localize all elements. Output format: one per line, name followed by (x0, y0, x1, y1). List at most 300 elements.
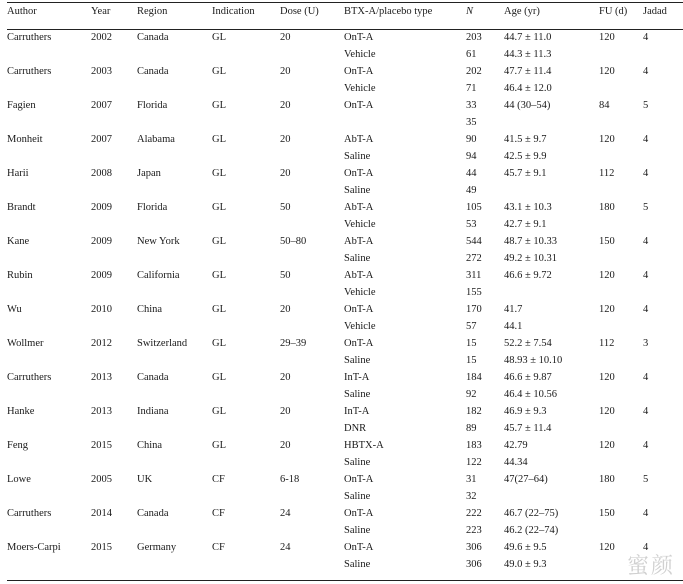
table-cell (504, 488, 599, 505)
table-cell (137, 250, 212, 267)
table-cell: Carruthers (7, 66, 52, 77)
table-cell (91, 352, 137, 369)
table-cell (91, 556, 137, 573)
table-cell (137, 454, 212, 471)
table-cell: Florida (137, 202, 168, 213)
table-cell (212, 216, 280, 233)
table-cell: 20 (280, 304, 291, 315)
table-cell: 41.5 ± 9.7 (504, 134, 547, 145)
table-cell: 49.6 ± 9.5 (504, 542, 547, 553)
table-cell: 46.2 (22–74) (504, 525, 559, 536)
table-cell: 120 (599, 372, 615, 383)
table-cell: 311 (466, 270, 482, 281)
table-cell: 44.7 ± 11.0 (504, 32, 552, 43)
table-cell (7, 454, 91, 471)
table-cell: Wollmer (7, 338, 44, 349)
table-cell: 2002 (91, 32, 112, 43)
table-cell: 84 (599, 100, 610, 111)
table-cell: 2012 (91, 338, 112, 349)
table-cell: 203 (466, 32, 482, 43)
table-cell (643, 46, 683, 63)
table-cell: Rubin (7, 270, 33, 281)
watermark-logo: 蜜颜 (626, 554, 675, 579)
table-cell: Switzerland (137, 338, 188, 349)
table-cell (599, 522, 643, 539)
table-cell (212, 46, 280, 63)
table-cell: GL (212, 32, 226, 43)
table-cell: 20 (280, 100, 291, 111)
table-cell: 150 (599, 236, 615, 247)
table-cell (137, 80, 212, 97)
table-cell: Canada (137, 66, 169, 77)
table-cell: 180 (599, 202, 615, 213)
table-cell: 71 (466, 83, 477, 94)
table-cell: 2008 (91, 168, 112, 179)
table-cell (91, 318, 137, 335)
table-cell: Hanke (7, 406, 35, 417)
table-cell: 120 (599, 134, 615, 145)
table-row (7, 437, 683, 454)
table-cell (7, 352, 91, 369)
table-cell: 24 (280, 542, 291, 553)
table-cell: 46.4 ± 10.56 (504, 389, 558, 400)
table-row (7, 488, 683, 505)
table-cell: OnT-A (344, 304, 374, 315)
table-cell: 223 (466, 525, 482, 536)
table-cell: 44.1 (504, 321, 523, 332)
table-cell: 41.7 (504, 304, 523, 315)
table-row (7, 114, 683, 131)
table-cell (599, 216, 643, 233)
table-row (7, 403, 683, 420)
table-cell (137, 488, 212, 505)
table-cell (137, 386, 212, 403)
table-cell: 42.7 ± 9.1 (504, 219, 547, 230)
table-cell: Carruthers (7, 32, 52, 43)
table-cell: 42.5 ± 9.9 (504, 151, 547, 162)
table-cell (504, 182, 599, 199)
table-cell: 4 (643, 372, 649, 383)
table-cell: Moers-Carpi (7, 542, 61, 553)
table-cell: Saline (344, 185, 371, 196)
table-cell: 53 (466, 219, 477, 230)
table-cell (643, 250, 683, 267)
table-cell (91, 114, 137, 131)
table-cell: InT-A (344, 406, 370, 417)
table-cell: Vehicle (344, 219, 376, 230)
table-cell (643, 454, 683, 471)
table-cell: 5 (643, 100, 649, 111)
table-cell (137, 352, 212, 369)
table-cell: 2007 (91, 134, 112, 145)
table-cell: 44.3 ± 11.3 (504, 49, 552, 60)
table-cell: 4 (643, 168, 649, 179)
table-cell: 202 (466, 66, 482, 77)
table-cell (643, 522, 683, 539)
table-cell (280, 318, 344, 335)
table-cell: HBTX-A (344, 440, 384, 451)
table-cell: 120 (599, 406, 615, 417)
header-row (7, 6, 683, 29)
table-cell: 50 (280, 202, 291, 213)
table-cell (91, 250, 137, 267)
table-cell: 15 (466, 338, 477, 349)
header-cell: FU (d) (599, 6, 628, 17)
table-row (7, 522, 683, 539)
table-cell (212, 80, 280, 97)
table-cell (643, 284, 683, 301)
table-cell (280, 250, 344, 267)
table-cell: 150 (599, 508, 615, 519)
table-cell: 120 (599, 32, 615, 43)
table-cell: 4 (643, 406, 649, 417)
table-cell (280, 556, 344, 573)
table-cell: 31 (466, 474, 477, 485)
table-cell: 94 (466, 151, 477, 162)
table-cell: 272 (466, 253, 482, 264)
table-row (7, 471, 683, 488)
table-cell (599, 46, 643, 63)
table-cell: Saline (344, 253, 371, 264)
table-cell: Saline (344, 559, 371, 570)
table-cell: Florida (137, 100, 168, 111)
table-row (7, 233, 683, 250)
table-cell (280, 284, 344, 301)
table-cell: GL (212, 202, 226, 213)
table-row (7, 250, 683, 267)
table-cell: Vehicle (344, 49, 376, 60)
table-cell (7, 556, 91, 573)
table-cell (599, 148, 643, 165)
table-cell: 306 (466, 542, 482, 553)
table-cell: InT-A (344, 372, 370, 383)
table-cell: CF (212, 508, 225, 519)
table-row (7, 284, 683, 301)
table-cell: Canada (137, 372, 169, 383)
table-cell (504, 114, 599, 131)
table-row (7, 29, 683, 46)
table-cell: China (137, 440, 163, 451)
top-rule (7, 2, 683, 3)
table-cell: 4 (643, 270, 649, 281)
table-row (7, 335, 683, 352)
table-cell: Fagien (7, 100, 36, 111)
table-cell: AbT-A (344, 134, 374, 145)
table-cell (280, 216, 344, 233)
table-cell (91, 148, 137, 165)
table-cell: Canada (137, 32, 169, 43)
table-cell: GL (212, 406, 226, 417)
table-cell: 46.4 ± 12.0 (504, 83, 552, 94)
table-row (7, 267, 683, 284)
table-row (7, 369, 683, 386)
table-cell: 45.7 ± 11.4 (504, 423, 552, 434)
table-row (7, 301, 683, 318)
table-row (7, 63, 683, 80)
table-cell: GL (212, 440, 226, 451)
table-cell: OnT-A (344, 100, 374, 111)
table-cell: 5 (643, 474, 649, 485)
table-cell: 52.2 ± 7.54 (504, 338, 552, 349)
table-cell: Feng (7, 440, 28, 451)
table-cell: GL (212, 168, 226, 179)
table-cell: 4 (643, 66, 649, 77)
table-cell (643, 352, 683, 369)
table-cell (7, 148, 91, 165)
table-cell: 544 (466, 236, 482, 247)
table-cell (599, 114, 643, 131)
table-cell: GL (212, 100, 226, 111)
table-cell: 15 (466, 355, 477, 366)
table-cell: 29–39 (280, 338, 307, 349)
table-cell: 2005 (91, 474, 112, 485)
table-cell: Saline (344, 457, 371, 468)
table-cell (137, 420, 212, 437)
table-cell: Japan (137, 168, 161, 179)
table-cell: 43.1 ± 10.3 (504, 202, 552, 213)
table-cell: 42.79 (504, 440, 528, 451)
table-cell: GL (212, 372, 226, 383)
table-row (7, 386, 683, 403)
header-cell: Age (yr) (504, 6, 540, 17)
table-cell: Carruthers (7, 372, 52, 383)
table-cell: 4 (643, 440, 649, 451)
table-cell (212, 522, 280, 539)
table-cell (280, 46, 344, 63)
table-cell: Alabama (137, 134, 175, 145)
table-cell: 44 (30–54) (504, 100, 551, 111)
table-row (7, 556, 683, 573)
table-cell: GL (212, 236, 226, 247)
table-cell: 112 (599, 338, 615, 349)
table-cell: UK (137, 474, 153, 485)
table-cell (280, 420, 344, 437)
table-cell (7, 284, 91, 301)
header-cell: Dose (U) (280, 6, 319, 17)
table-cell (91, 216, 137, 233)
table-cell (599, 318, 643, 335)
table-cell: 2013 (91, 406, 112, 417)
table-cell: Kane (7, 236, 30, 247)
table-cell (643, 216, 683, 233)
table-cell (212, 488, 280, 505)
table-cell (137, 148, 212, 165)
table-cell: 2015 (91, 542, 112, 553)
table-cell: 33 (466, 100, 477, 111)
table-cell (643, 80, 683, 97)
table-cell: Saline (344, 151, 371, 162)
table-cell (280, 488, 344, 505)
table-cell (599, 250, 643, 267)
table-cell (137, 182, 212, 199)
table-body (7, 29, 683, 573)
table-cell: 6-18 (280, 474, 300, 485)
table-cell: 170 (466, 304, 482, 315)
table-cell: 2014 (91, 508, 112, 519)
table-cell: CF (212, 542, 225, 553)
table-cell (643, 148, 683, 165)
table-cell: OnT-A (344, 542, 374, 553)
table-cell (7, 182, 91, 199)
table-row (7, 539, 683, 556)
table-cell (7, 46, 91, 63)
table-cell: 2009 (91, 202, 112, 213)
table-cell (280, 114, 344, 131)
table-row (7, 199, 683, 216)
table-cell (643, 488, 683, 505)
table-cell: 61 (466, 49, 477, 60)
table-cell (91, 80, 137, 97)
table-cell: AbT-A (344, 202, 374, 213)
table-cell: 46.9 ± 9.3 (504, 406, 547, 417)
table-cell (91, 46, 137, 63)
table-cell: Vehicle (344, 83, 376, 94)
table-cell: 20 (280, 168, 291, 179)
table-cell (280, 352, 344, 369)
table-cell: Brandt (7, 202, 36, 213)
header-cell: Author (7, 6, 37, 17)
table-cell: 20 (280, 134, 291, 145)
table-cell: 2009 (91, 270, 112, 281)
table-cell (91, 420, 137, 437)
table-cell (7, 250, 91, 267)
table-cell: Canada (137, 508, 169, 519)
table-cell: 184 (466, 372, 482, 383)
table-cell: 50 (280, 270, 291, 281)
table-cell (137, 556, 212, 573)
table-cell: Saline (344, 389, 371, 400)
table-cell: OnT-A (344, 32, 374, 43)
table-cell: OnT-A (344, 338, 374, 349)
table-cell: Monheit (7, 134, 43, 145)
table-row (7, 505, 683, 522)
table-cell: 49.0 ± 9.3 (504, 559, 547, 570)
table-cell (280, 148, 344, 165)
table-cell: 4 (643, 134, 649, 145)
table-cell: 182 (466, 406, 482, 417)
table-cell (599, 454, 643, 471)
table-cell (137, 114, 212, 131)
table-cell: Saline (344, 491, 371, 502)
header-cell: Indication (212, 6, 255, 17)
table-cell: DNR (344, 423, 367, 434)
table-cell (91, 284, 137, 301)
table-cell: 92 (466, 389, 477, 400)
table-cell: 2013 (91, 372, 112, 383)
table-cell: 3 (643, 338, 649, 349)
table-cell: 120 (599, 304, 615, 315)
table-cell: Harii (7, 168, 29, 179)
table-cell: 49 (466, 185, 477, 196)
table-cell: GL (212, 304, 226, 315)
header-cell: BTX-A/placebo type (344, 6, 433, 17)
table-cell: 4 (643, 508, 649, 519)
table-cell (280, 386, 344, 403)
table-cell (599, 420, 643, 437)
table-cell (7, 420, 91, 437)
table-cell: 120 (599, 440, 615, 451)
table-cell: OnT-A (344, 508, 374, 519)
table-cell (7, 216, 91, 233)
header-cell: Region (137, 6, 168, 17)
table-cell (7, 386, 91, 403)
table-cell: 46.6 ± 9.72 (504, 270, 552, 281)
table-cell (7, 522, 91, 539)
table-cell: GL (212, 338, 226, 349)
table-cell (280, 182, 344, 199)
table-cell (212, 556, 280, 573)
table-cell: 4 (643, 32, 649, 43)
table-cell (599, 386, 643, 403)
table-cell (643, 420, 683, 437)
table-cell (7, 488, 91, 505)
table-cell: 4 (643, 542, 649, 553)
table-cell: 47.7 ± 11.4 (504, 66, 552, 77)
table-cell: 120 (599, 66, 615, 77)
table-cell: 2015 (91, 440, 112, 451)
table-cell (91, 182, 137, 199)
table-cell (91, 386, 137, 403)
table-cell: Lowe (7, 474, 31, 485)
table-cell: Carruthers (7, 508, 52, 519)
table-cell (7, 318, 91, 335)
table-cell: AbT-A (344, 270, 374, 281)
header-cell: N (466, 6, 474, 17)
table-cell (212, 284, 280, 301)
table-cell: China (137, 304, 163, 315)
table-row (7, 182, 683, 199)
table-cell: 47(27–64) (504, 474, 548, 485)
table-cell: 44.34 (504, 457, 528, 468)
table-cell: 50–80 (280, 236, 307, 247)
table-cell: Vehicle (344, 287, 376, 298)
table-cell (91, 454, 137, 471)
table-cell (599, 182, 643, 199)
table-cell: 2010 (91, 304, 112, 315)
table-cell: Saline (344, 525, 371, 536)
table-cell: 32 (466, 491, 477, 502)
table-row (7, 454, 683, 471)
table-cell: 105 (466, 202, 482, 213)
table-cell: 49.2 ± 10.31 (504, 253, 558, 264)
table-cell: OnT-A (344, 66, 374, 77)
table-cell: 112 (599, 168, 615, 179)
table-cell: 5 (643, 202, 649, 213)
table-cell: OnT-A (344, 168, 374, 179)
table-cell (137, 216, 212, 233)
table-cell: 20 (280, 32, 291, 43)
table-cell (599, 488, 643, 505)
table-cell: 20 (280, 406, 291, 417)
bottom-rule (7, 580, 683, 581)
table-cell: Saline (344, 355, 371, 366)
table-cell: 2009 (91, 236, 112, 247)
table-cell: OnT-A (344, 474, 374, 485)
table-cell: 20 (280, 372, 291, 383)
table-cell: California (137, 270, 180, 281)
table-row (7, 97, 683, 114)
table-cell: 155 (466, 287, 482, 298)
table-cell (643, 386, 683, 403)
table-cell (212, 386, 280, 403)
table-cell: 120 (599, 270, 615, 281)
table-row (7, 131, 683, 148)
table-cell: 180 (599, 474, 615, 485)
table-row (7, 318, 683, 335)
table-cell: 222 (466, 508, 482, 519)
table-row (7, 165, 683, 182)
table-cell: 46.6 ± 9.87 (504, 372, 552, 383)
